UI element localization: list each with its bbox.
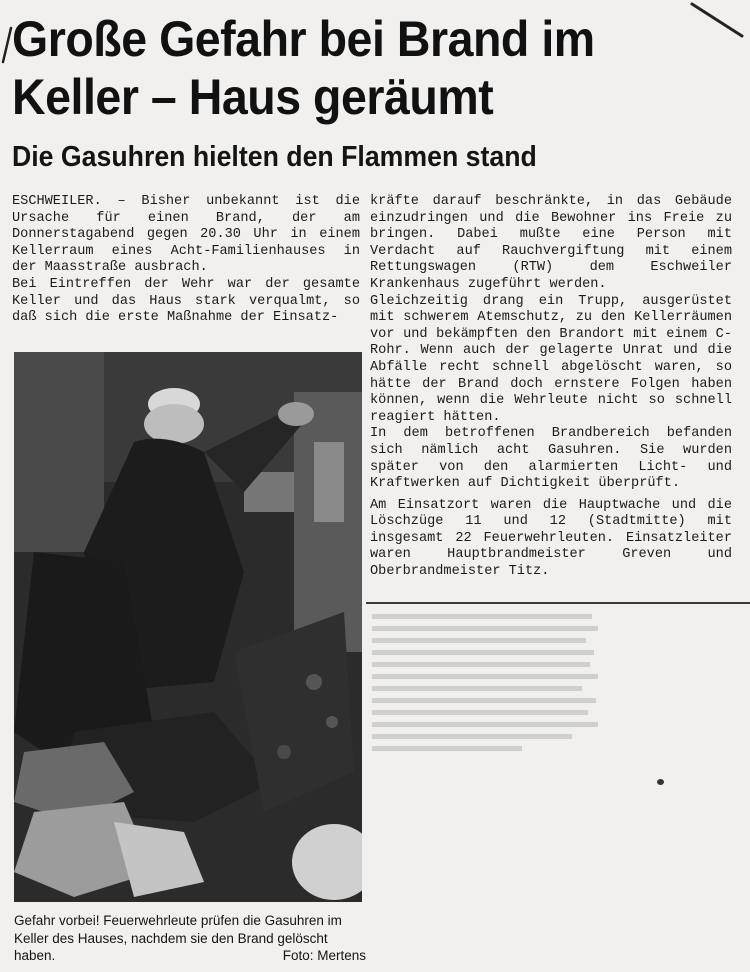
paragraph: ESCHWEILER. – Bisher unbekannt ist die Ursache für einen Brand, der am Donnerstagabend gegen 20.30 Uhr in einem Kellerraum eines Acht-Familienhauses in der Maasstraße ausbrach.: [12, 194, 360, 276]
pen-stroke-mark: [688, 0, 750, 40]
paragraph: Gleichzeitig drang ein Trupp, ausgerüstet mit schwerem Atemschutz, zu den Kellerräumen vor und bekämpften den Brandort mit einem C-Rohr. Wenn auch der gelagerte Unrat und die Abfälle recht schnell abgelöscht waren, so hätte der Brand doch ernstere Folgen haben können, wenn die Wehrleute nicht so schnell reagiert hätten.: [370, 293, 732, 425]
article-column-2: [370, 194, 732, 581]
paragraph: In dem betroffenen Brandbereich befanden sich nämlich acht Gasuhren. Sie wurden später von den alarmierten Licht- und Kraftwerken auf Dichtigkeit überprüft.: [370, 426, 732, 492]
subheadline: Die Gasuhren hielten den Flammen stand: [12, 141, 537, 173]
photo-caption: [14, 912, 366, 965]
caption-text: Gefahr vorbei! Feuerwehrleute prüfen die Gasuhren im Keller des Hauses, nachdem sie den Brand gelöscht haben.: [14, 913, 342, 963]
paragraph: Am Einsatzort waren die Hauptwache und die Löschzüge 11 und 12 (Stadtmitte) mit insgesamt 22 Feuerwehrleuten. Einsatzleiter waren Hauptbrandmeister Greven und Oberbrandmeister Titz.: [370, 497, 732, 580]
paragraph: Bei Eintreffen der Wehr war der gesamte Keller und das Haus stark verqualmt, so daß sich die erste Maßnahme der Einsatz-: [12, 276, 360, 326]
article-column-1: [12, 194, 360, 327]
bleed-through-text: [372, 612, 602, 767]
ink-speck: [657, 779, 664, 785]
clipping-cut-line: [366, 602, 750, 604]
news-photo-firefighters: [14, 352, 362, 902]
photo-credit: Foto: Mertens: [282, 948, 366, 963]
paragraph: kräfte darauf beschränkte, in das Gebäude einzudringen und die Bewohner ins Freie zu bringen. Dabei mußte eine Person mit Verdacht auf Rauchvergiftung mit einem Rettungswagen (RTW) dem Eschweiler Krankenhaus zugeführt werden.: [370, 194, 732, 292]
photo-illustration: [14, 352, 362, 902]
headline: Große Gefahr bei Brand im Keller – Haus geräumt: [12, 11, 595, 125]
bleed-through-block: [372, 754, 602, 765]
